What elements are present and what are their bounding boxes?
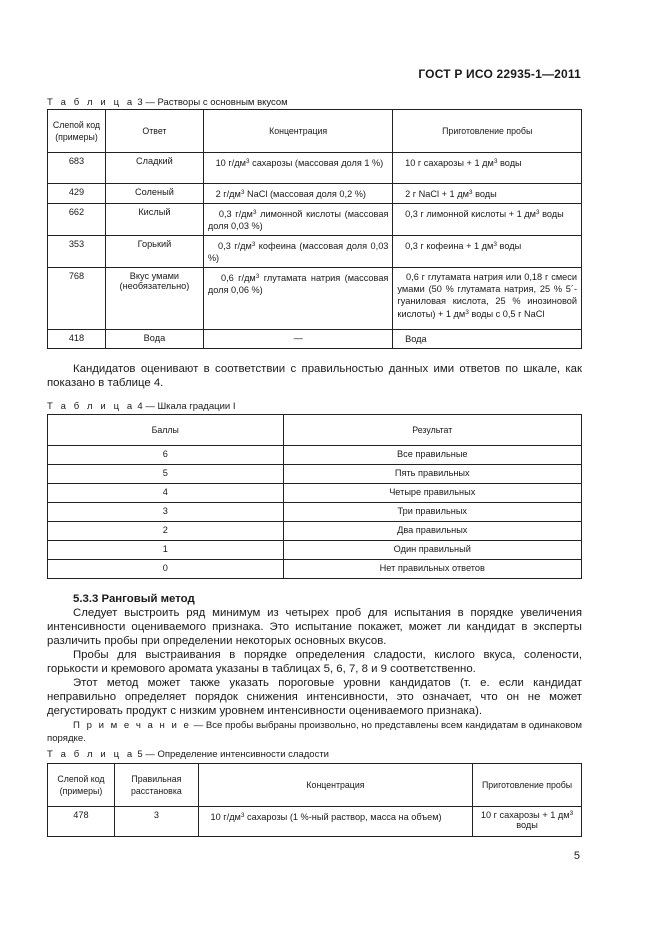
table5-caption-prefix: Т а б л и ц а [47,749,135,760]
table3-answer-cell: Горький [105,236,203,268]
superscript: 3 [535,209,540,216]
table-row [48,522,582,541]
table3 [47,109,582,349]
table5-header-row [48,764,582,807]
paragraph-ranking-intro: Следует выстроить ряд минимум из четырех проб для испытания в порядке увеличения интенсивности оцениваемого признака. Это испытание покажет, может ли кандидат в эксперты различить пробы при определении некоторых основных вкусов. [47,607,582,647]
table3-answer-cell: Кислый [105,204,203,236]
table4-score-cell: 4 [48,484,284,503]
table5-header-order: Правильная расстановка [114,764,198,807]
text: воды [496,241,522,251]
table3-header-preparation: Приготовление пробы [393,110,582,153]
paragraph-ranking-thresholds: Этот метод может также указать пороговые уровни кандидатов (т. е. если кандидат неправильно определяет порядок снижения интенсивности, это означает, что он не может дегустировать продукт с низким уровнем интенсивности оцениваемого признака). [47,677,582,717]
table-row [48,541,582,560]
section-heading: 5.3.3 Ранговый метод [73,593,195,605]
table4-result-cell: Три правильных [283,503,581,522]
table4-result-cell: Один правильный [283,541,581,560]
table4-result-cell: Четыре правильных [283,484,581,503]
superscript: 3 [468,189,473,196]
superscript: 3 [493,241,497,248]
table3-preparation-cell [393,268,582,330]
table3-caption-text: 3 — Растворы с основным вкусом [137,97,288,108]
table-row [48,184,582,204]
table3-concentration-cell [203,268,393,330]
table4-result-cell: Два правильных [283,522,581,541]
table3-header-answer: Ответ [105,110,203,153]
table3-answer-cell: Соленый [105,184,203,204]
text: 10 г сахарозы + 1 дм [405,158,494,168]
table3-code-cell: 683 [48,153,106,184]
superscript: 3 [569,810,574,817]
table4-score-cell: 2 [48,522,284,541]
text: сахарозы (1 %-ный раствор, масса на объем) [244,812,442,822]
table-row [48,268,582,330]
table3-code-cell: 418 [48,330,106,349]
table4-score-cell: 5 [48,465,284,484]
table4-score-cell: 6 [48,446,284,465]
text: лимонной кислоты (массовая доля 0,03 %) [207,209,389,231]
superscript: 3 [465,309,469,316]
text: 0,3 г кофеина + 1 дм [405,241,494,251]
table-row [48,807,582,837]
table3-caption-prefix: Т а б л и ц а [47,97,135,108]
text: 10 г/дм [210,812,241,822]
table-row [48,560,582,579]
table3-header-concentration: Концентрация [203,110,393,153]
note-text: — Все пробы выбраны произвольно, но представлены всем кандидатам в одинаковом порядке. [47,720,582,744]
table-row [48,503,582,522]
table4-result-cell: Нет правильных ответов [283,560,581,579]
paragraph-ranking-tables: Пробы для выстраивания в порядке определения сладости, кислого вкуса, солености, горькости и кремового аромата указаны в таблицах 5, 6, 7, 8 и 9 соответственно. [47,649,582,675]
table3-concentration-cell [203,184,393,204]
table3-concentration-cell [203,236,393,268]
paragraph-scale-intro: Кандидатов оценивают в соответствии с правильностью данных ими ответов по шкале, как показано в таблице 4. [47,363,582,389]
table3-code-cell: 662 [48,204,106,236]
table3-preparation-cell [393,330,582,349]
table3-caption [47,97,288,108]
text: воды с 0,5 г NaCl [468,309,545,319]
text: 10 г сахарозы + 1 дм [480,810,570,820]
table-row [48,236,582,268]
text: воды [539,209,564,219]
table5-order-cell: 3 [114,807,198,837]
table5-caption [47,749,329,760]
table-row [48,153,582,184]
table3-answer-cell: Вкус умами (необязательно) [105,268,203,330]
document-id: ГОСТ Р ИСО 22935-1—2011 [418,67,581,81]
text: 2 г NaCl + 1 дм [405,189,469,199]
table5-code-cell: 478 [48,807,115,837]
text: 0,6 г/дм [221,273,256,283]
text: воды [497,158,522,168]
superscript: 3 [255,273,260,280]
page-number: 5 [573,850,580,862]
table3-code-cell: 768 [48,268,106,330]
note [47,719,582,745]
table3-header-code: Слепой код (примеры) [48,110,106,153]
table4-caption [47,401,235,412]
table5 [47,763,582,837]
superscript: 3 [240,189,245,196]
text: 2 г/дм [215,189,241,199]
text: 10 г/дм [215,158,246,168]
table-row [48,484,582,503]
table3-concentration-cell: — [203,330,393,349]
table4-header-result: Результат [283,415,581,446]
table-row [48,330,582,349]
table3-answer-cell: Сладкий [105,153,203,184]
table3-answer-cell: Вода [105,330,203,349]
table5-header-concentration: Концентрация [198,764,472,807]
table5-concentration-cell [198,807,472,837]
table4-header-score: Баллы [48,415,284,446]
superscript: 3 [240,812,245,819]
table4-result-cell: Все правильные [283,446,581,465]
table4-result-cell: Пять правильных [283,465,581,484]
table-row [48,204,582,236]
table3-code-cell: 353 [48,236,106,268]
note-prefix: П р и м е ч а н и е [73,720,191,731]
table3-concentration-cell [203,204,393,236]
text: 0,3 г лимонной кислоты + 1 дм [405,209,536,219]
table5-header-preparation: Приготовление пробы [473,764,582,807]
text: 0,6 г глутамата натрия или 0,18 г смеси умами (50 % глутамата натрия, 25 % 5´-гуаниловая кислота, 25 % инозиновой кислоты) + 1 дм [397,272,577,319]
table5-header-code: Слепой код (примеры) [48,764,115,807]
text: сахарозы (массовая доля 1 %) [249,158,384,168]
table3-concentration-cell [203,153,393,184]
text: NaCl (массовая доля 0,2 %) [244,189,366,199]
table3-preparation-cell [393,184,582,204]
table4-score-cell: 0 [48,560,284,579]
table4-header-row [48,415,582,446]
table5-caption-text: 5 — Определение интенсивности сладости [137,749,329,760]
superscript: 3 [251,241,256,248]
table4-caption-text: 4 — Шкала градации I [137,401,236,412]
text: 0,3 г/дм [218,209,253,219]
table-row [48,465,582,484]
table4 [47,414,582,579]
text: глутамата натрия (массовая доля 0,06 %) [207,273,389,295]
table4-caption-prefix: Т а б л и ц а [47,401,135,412]
table3-code-cell: 429 [48,184,106,204]
table3-preparation-cell [393,153,582,184]
superscript: 3 [252,209,257,216]
table-row [48,446,582,465]
table4-score-cell: 1 [48,541,284,560]
table3-preparation-cell [393,236,582,268]
table3-header-row [48,110,582,153]
superscript: 3 [493,158,498,165]
text: кофеина (массовая доля 0,03 %) [207,241,389,263]
text: Вода [405,334,427,344]
text: воды [516,820,538,830]
table4-score-cell: 3 [48,503,284,522]
text: 0,3 г/дм [218,241,252,251]
table3-preparation-cell [393,204,582,236]
text: воды [472,189,497,199]
table5-preparation-cell [473,807,582,837]
superscript: 3 [245,158,250,165]
